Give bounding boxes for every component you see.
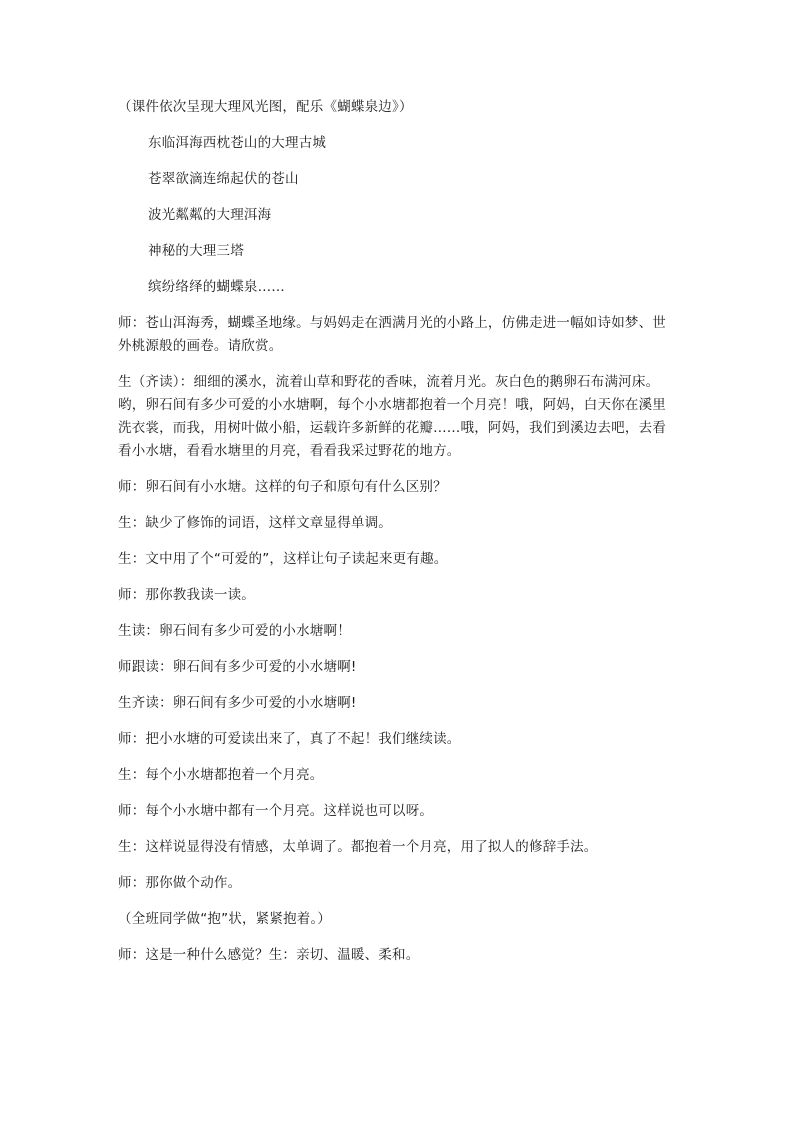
dialogue-paragraph: 生齐读：卵石间有多少可爱的小水塘啊!: [118, 695, 357, 711]
dialogue-paragraph: 生：文中用了个“可爱的”，这样让句子读起来更有趣。: [118, 551, 448, 567]
scene-line: 苍翠欲滴连绵起伏的苍山: [148, 171, 299, 187]
dialogue-paragraph: 生：这样说显得没有情感，太单调了。都抱着一个月亮，用了拟人的修辞手法。: [118, 839, 598, 855]
stage-direction: （全班同学做“抱”状，紧紧抱着。）: [118, 911, 332, 927]
dialogue-paragraph: 师：那你教我读一读。: [118, 587, 255, 603]
dialogue-paragraph: 生读：卵石间有多少可爱的小水塘啊！: [118, 623, 351, 639]
scene-line: 东临洱海西枕苍山的大理古城: [148, 135, 327, 151]
scene-line: 波光粼粼的大理洱海: [148, 207, 272, 223]
dialogue-paragraph: 生：每个小水塘都抱着一个月亮。: [118, 767, 324, 783]
dialogue-paragraph: 师：卵石间有小水塘。这样的句子和原句有什么区别？: [118, 479, 447, 495]
dialogue-paragraph: 师：那你做个动作。: [118, 875, 242, 891]
dialogue-paragraph: 生（齐读）：细细的溪水，流着山草和野花的香味，流着月光。灰白色的鹅卵石布满河床。哟，卵石间有多少可爱的小水塘啊，每个小水塘都抱着一个月亮！哦，阿妈，白天你在溪里洗衣裳，而我，用树叶做小船，运载许多新鲜的花瓣……哦，阿妈，我们到溪边去吧，去看看小水塘，看看水塘里的月亮，看看我采过野花的地方。: [118, 374, 666, 459]
dialogue-paragraph: 师：苍山洱海秀，蝴蝶圣地缘。与妈妈走在洒满月光的小路上，仿佛走进一幅如诗如梦、世外桃源般的画卷。请欣赏。: [118, 315, 666, 354]
dialogue-paragraph: 师：每个小水塘中都有一个月亮。这样说也可以呀。: [118, 803, 434, 819]
document-body: [118, 96, 678, 980]
dialogue-paragraph: 师：把小水塘的可爱读出来了，真了不起！我们继续读。: [118, 731, 461, 747]
dialogue-paragraph: 师跟读：卵石间有多少可爱的小水塘啊!: [118, 659, 357, 675]
scene-line: 神秘的大理三塔: [148, 243, 244, 259]
dialogue-paragraph: 生：缺少了修饰的词语，这样文章显得单调。: [118, 515, 392, 531]
dialogue-paragraph: 师：这是一种什么感觉？生：亲切、温暖、柔和。: [118, 947, 420, 963]
scene-line: 缤纷络绎的蝴蝶泉……: [148, 279, 285, 295]
intro-stage-direction: （课件依次呈现大理风光图，配乐《蝴蝶泉边》）: [118, 99, 413, 115]
